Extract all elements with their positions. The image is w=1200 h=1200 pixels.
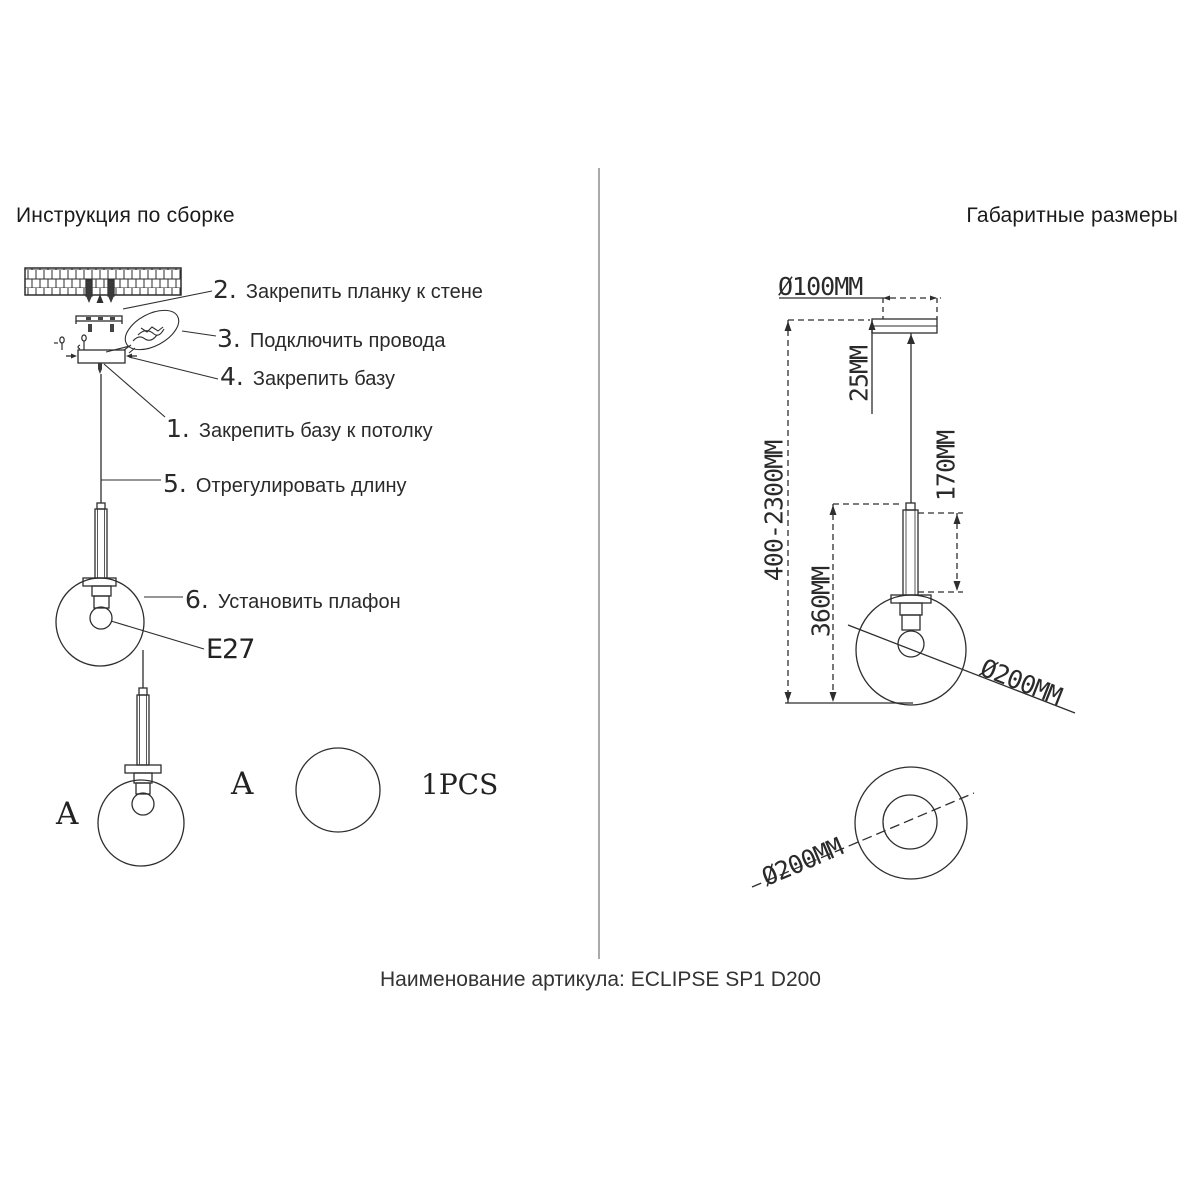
bulb [90, 607, 112, 629]
canopy-side-view [779, 296, 941, 334]
detail-marker-a-left: A [56, 796, 79, 832]
step-2-number: 2. [213, 275, 237, 304]
step-6-number: 6. [185, 585, 209, 614]
dimensions-title: Габаритные размеры [966, 204, 1178, 227]
detail-marker-a-right: A [231, 766, 254, 802]
step-5-text: Отрегулировать длину [195, 475, 407, 497]
dim-body-height-label: 360MM [806, 566, 836, 638]
step-3-number: 3. [217, 324, 241, 353]
step-5-number: 5. [163, 469, 187, 498]
step-5 [163, 469, 407, 498]
step-3-text: Подключить провода [249, 330, 446, 352]
socket-type-label: E27 [206, 634, 255, 665]
quantity-label: 1PCS [421, 768, 499, 801]
step-2-text: Закрепить планку к стене [245, 281, 483, 303]
ceiling-base [66, 350, 137, 374]
suspension-cord [907, 333, 915, 503]
dim-shade-diameter-top-label: Ø200MM [757, 832, 847, 892]
screw-icons [54, 335, 86, 350]
article-name: Наименование артикула: ECLIPSE SP1 D200 [380, 968, 821, 991]
step-6 [185, 585, 401, 614]
pendant-lamp-detail-a [98, 650, 184, 866]
step-1-text: Закрепить базу к потолку [198, 420, 433, 442]
step-1 [166, 414, 433, 443]
dim-canopy-diameter: Ø100MM [778, 272, 863, 301]
step-4-text: Закрепить базу [252, 368, 396, 390]
assembly-title: Инструкция по сборке [16, 204, 235, 227]
step-2 [213, 275, 483, 304]
dim-total-height-label: 400-2300MM [759, 440, 789, 582]
dim-shade-diameter-side-label: Ø200MM [976, 653, 1066, 711]
step-3 [217, 324, 445, 353]
step-1-number: 1. [166, 414, 190, 443]
step-4 [220, 362, 395, 391]
mounting-bracket [76, 316, 122, 332]
dim-canopy-height-label: 25MM [844, 345, 874, 403]
pendant-lamp-main [56, 374, 144, 666]
dim-rod-length [918, 513, 963, 592]
wall-section [25, 268, 181, 295]
step-4-number: 4. [220, 362, 244, 391]
bulb [132, 793, 154, 815]
step-6-text: Установить плафон [217, 591, 401, 613]
shade-part-circle [296, 748, 380, 832]
glass-sphere [56, 578, 144, 666]
dim-rod-length-label: 170MM [931, 430, 961, 502]
